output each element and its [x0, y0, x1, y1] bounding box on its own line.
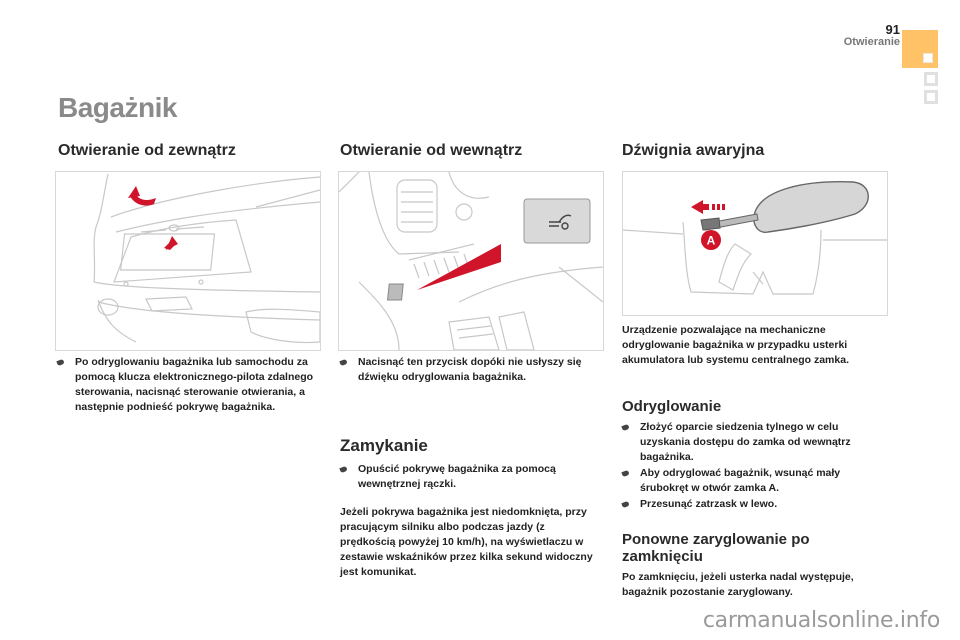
list-item: Opuścić pokrywę bagażnika za pomocą wewnętrznej rączki.	[338, 462, 603, 492]
section-heading-emergency: Dźwignia awaryjna	[622, 142, 765, 159]
exterior-instructions	[55, 355, 323, 416]
chapter-title: Otwieranie	[843, 36, 900, 48]
tab-square-icon	[927, 93, 935, 101]
list-item: Złożyć oparcie siedzenia tylnego w celu uzyskania dostępu do zamka od wewnątrz bagażnika.	[620, 420, 885, 465]
bullet-icon	[621, 424, 629, 431]
tab-square-icon	[923, 53, 933, 63]
trunk-release-button-zoom-icon	[524, 199, 590, 243]
page-title: Bagażnik	[58, 92, 177, 123]
red-arrow-icon	[128, 186, 178, 250]
emergency-intro-paragraph: Urządzenie pozwalające na mechaniczne odryglowanie bagażnika w przypadku usterki akumulatora lub systemu centralnego zamka.	[622, 324, 849, 366]
bullet-icon	[621, 470, 629, 477]
list-item: Przesunąć zatrzask w lewo.	[620, 497, 885, 512]
page-number: 91	[885, 22, 900, 37]
interior-trunk-release-button-illustration	[338, 171, 604, 351]
list-item: Nacisnąć ten przycisk dopóki nie usłyszy się dźwięku odryglowania bagażnika.	[338, 355, 603, 385]
bullet-icon	[339, 466, 347, 473]
relocking-paragraph: Po zamknięciu, jeżeli usterka nadal występuje, bagażnik pozostanie zaryglowany.	[622, 571, 854, 598]
unlocking-instructions	[620, 420, 885, 513]
bullet-icon	[339, 359, 347, 366]
interior-instructions	[338, 355, 603, 386]
callout-label: A	[706, 233, 716, 248]
list-item: Po odryglowaniu bagażnika lub samochodu za pomocą klucza elektronicznego-pilota zdalnego sterowania, nacisnąć sterowanie otwierania, a następnie podnieść pokrywę bagażnika.	[55, 355, 323, 415]
trunk-exterior-opening-illustration	[55, 171, 321, 351]
chapter-tab-2[interactable]	[924, 72, 938, 86]
screwdriver-handle-icon	[754, 182, 868, 233]
dashed-left-arrow-icon	[691, 200, 725, 214]
section-heading-unlocking: Odryglowanie	[622, 398, 722, 415]
list-item: Aby odryglować bagażnik, wsunąć mały śrubokręt w otwór zamka A.	[620, 466, 885, 496]
section-heading-exterior: Otwieranie od zewnątrz	[58, 142, 236, 159]
emergency-lever-screwdriver-illustration	[622, 171, 888, 316]
chapter-tab-active[interactable]	[902, 30, 938, 68]
section-heading-interior: Otwieranie od wewnątrz	[340, 142, 523, 159]
watermark-link[interactable]: carmanualsonline.info	[702, 608, 940, 633]
bullet-icon	[621, 501, 629, 508]
red-pointer-icon	[417, 244, 501, 290]
closing-warning-paragraph: Jeżeli pokrywa bagażnika jest niedomknięta, przy pracującym silniku albo podczas jazdy (z prędkością powyżej 10 km/h), na wyświetlaczu w zestawie wskaźników przez kilka sekund widoczny jest komunikat.	[340, 506, 593, 578]
release-button-icon	[388, 284, 404, 300]
tab-square-icon	[927, 75, 935, 83]
section-heading-relocking: Ponowne zaryglowanie po zamknięciu	[622, 531, 810, 565]
bullet-icon	[56, 359, 64, 366]
closing-instructions	[338, 462, 603, 493]
section-heading-closing: Zamykanie	[340, 436, 428, 455]
chapter-tab-3[interactable]	[924, 90, 938, 104]
